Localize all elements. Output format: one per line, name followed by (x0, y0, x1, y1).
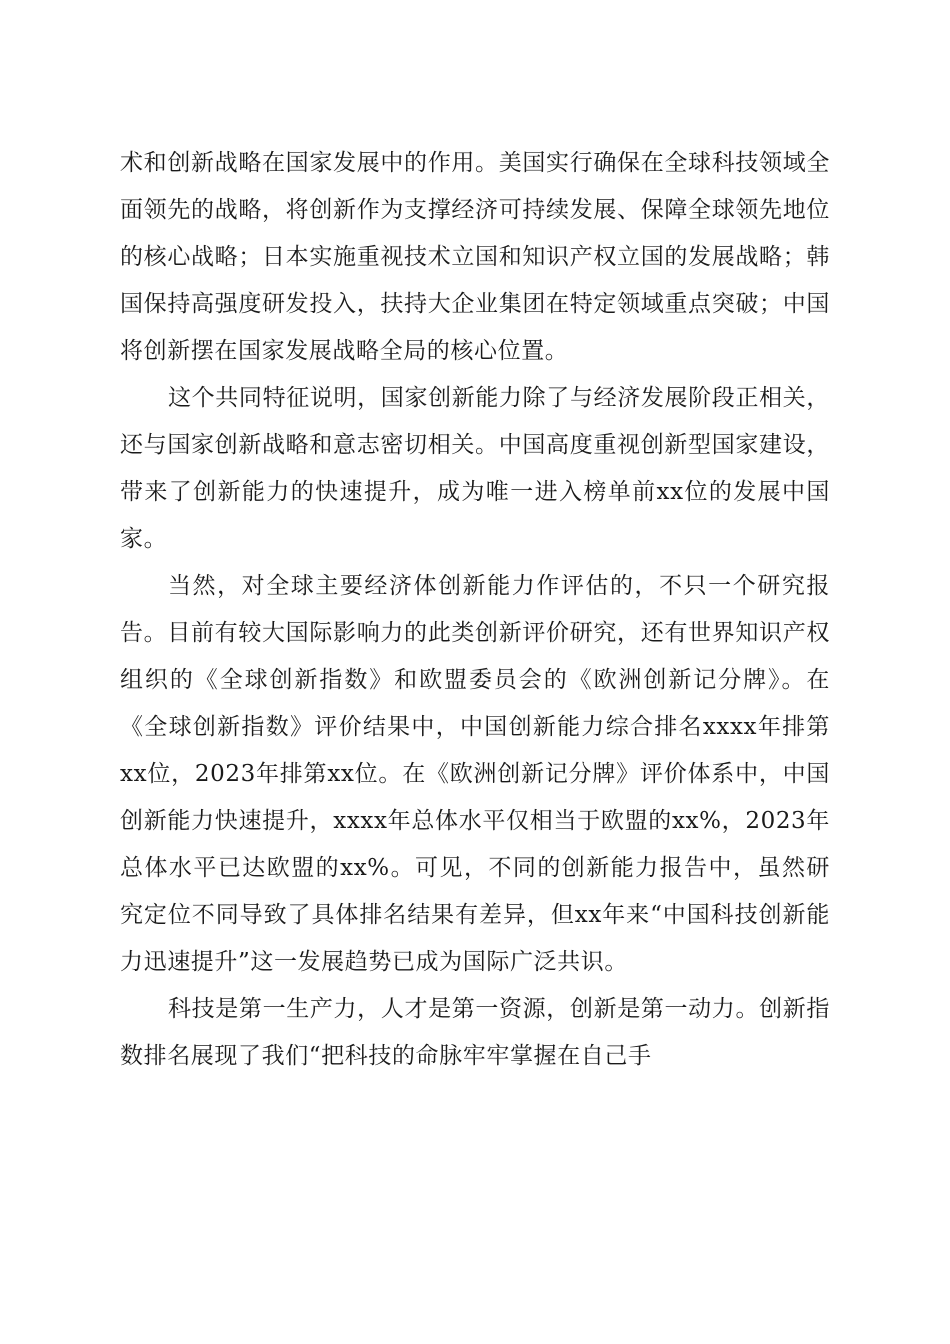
document-body (120, 140, 830, 1080)
paragraph-common-feature: 这个共同特征说明，国家创新能力除了与经济发展阶段正相关，还与国家创新战略和意志密切相关。中国高度重视创新型国家建设，带来了创新能力的快速提升，成为唯一进入榜单前xx位的发展中国家。 (120, 385, 830, 552)
paragraph-other-reports: 当然，对全球主要经济体创新能力作评估的，不只一个研究报告。目前有较大国际影响力的此类创新评价研究，还有世界知识产权组织的《全球创新指数》和欧盟委员会的《欧洲创新记分牌》。在《全球创新指数》评价结果中，中国创新能力综合排名xxxx年排第xx位，2023年排第xx位。在《欧洲创新记分牌》评价体系中，中国创新能力快速提升，xxxx年总体水平仅相当于欧盟的xx%，2023年总体水平已达欧盟的xx%。可见，不同的创新能力报告中，虽然研究定位不同导致了具体排名结果有差异，但xx年来“中国科技创新能力迅速提升”这一发展趋势已成为国际广泛共识。 (120, 573, 830, 975)
paragraph-first-productivity: 科技是第一生产力，人才是第一资源，创新是第一动力。创新指数排名展现了我们“把科技的命脉牢牢掌握在自己手 (120, 996, 830, 1069)
paragraph-continuation: 术和创新战略在国家发展中的作用。美国实行确保在全球科技领域全面领先的战略，将创新作为支撑经济可持续发展、保障全球领先地位的核心战略；日本实施重视技术立国和知识产权立国的发展战略；韩国保持高强度研发投入，扶持大企业集团在特定领域重点突破；中国将创新摆在国家发展战略全局的核心位置。 (120, 150, 830, 364)
